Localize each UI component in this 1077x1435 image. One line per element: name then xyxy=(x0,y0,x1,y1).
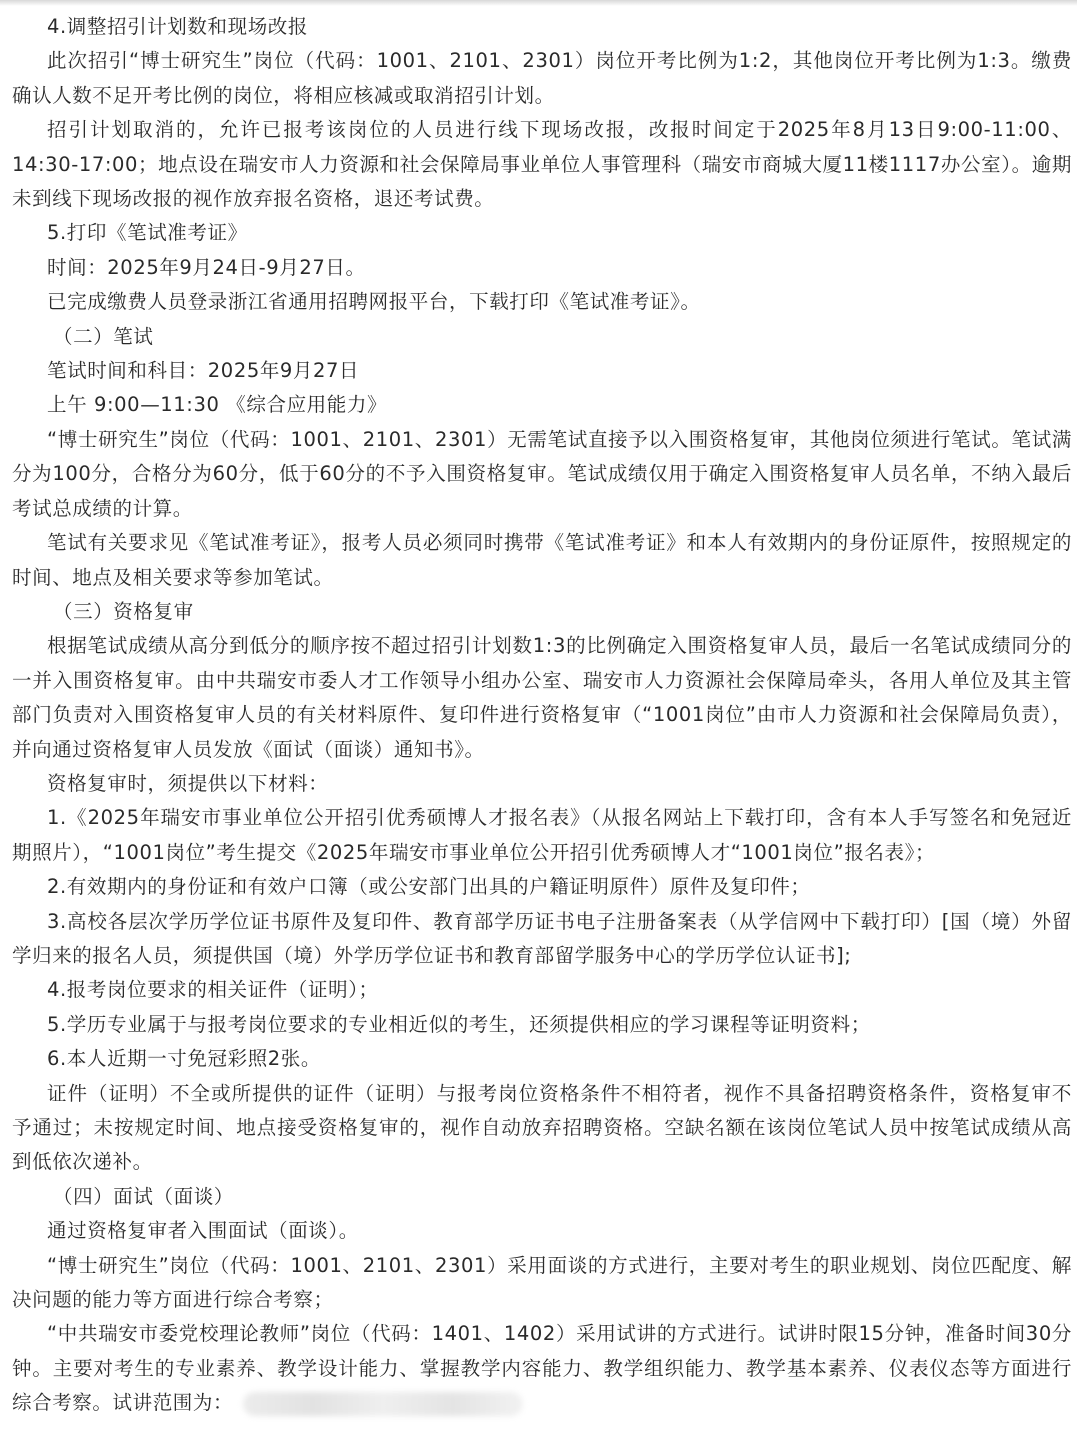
paragraph-exam-scoring: “博士研究生”岗位（代码：1001、2101、2301）无需笔试直接予以入围资格复审，其他岗位须进行笔试。笔试满分为100分，合格分为60分，低于60分的不予入围资格复审。笔试成绩仅用于确定入围资格复审人员名单，不纳入最后考试总成绩的计算。 xyxy=(12,427,1072,520)
section-4-heading: （四）面试（面谈） xyxy=(53,1184,234,1208)
paragraph-review-process: 根据笔试成绩从高分到低分的顺序按不超过招引计划数1:3的比例确定入围资格复审人员，最后一名笔试成绩同分的一并入围资格复审。由中共瑞安市委人才工作领导小组办公室、瑞安市人力资源社会保障局牵头，各用人单位及其主管部门负责对入围资格复审人员的有关材料原件、复印件进行资格复审（“1001岗位”由市人力资源和社会保障局负责），并向通过资格复审人员发放《面试（面谈）通知书》。 xyxy=(12,634,1072,761)
paragraph-exam-subject: 上午 9:00—11:30 《综合应用能力》 xyxy=(47,393,388,417)
paragraph-exam-date: 笔试时间和科目：2025年9月27日 xyxy=(47,359,360,383)
material-item-1: 1.《2025年瑞安市事业单位公开招引优秀硕博人才报名表》（从报名网站上下载打印，含有本人手写签名和免冠近期照片），“1001岗位”考生提交《2025年瑞安市事业单位公开招引优秀硕博人才“1001岗位”报名表》； xyxy=(12,806,1072,864)
paragraph-review-materials-intro: 资格复审时，须提供以下材料： xyxy=(47,771,329,795)
paragraph-phd-interview: “博士研究生”岗位（代码：1001、2101、2301）采用面谈的方式进行，主要对考生的职业规划、岗位匹配度、解决问题的能力等方面进行综合考察； xyxy=(12,1253,1072,1312)
material-item-5: 5.学历专业属于与报考岗位要求的专业相近似的考生，还须提供相应的学习课程等证明资料； xyxy=(47,1012,871,1036)
paragraph-teacher-trial-lecture xyxy=(12,1317,1072,1420)
paragraph-opening-ratio: 此次招引“博士研究生”岗位（代码：1001、2101、2301）岗位开考比例为1:2，其他岗位开考比例为1:3。缴费确认人数不足开考比例的岗位，将相应核减或取消招引计划。 xyxy=(12,49,1072,107)
trial-lecture-text: “中共瑞安市委党校理论教师”岗位（代码：1401、1402）采用试讲的方式进行。试讲时限15分钟，准备时间30分钟。主要对考生的专业素养、教学设计能力、掌握教学内容能力、教学组织能力、教学基本素养、仪表仪态等方面进行综合考察。试讲范围为： xyxy=(12,1322,1072,1415)
material-item-3: 3.高校各层次学历学位证书原件及复印件、教育部学历证书电子注册备案表（从学信网中下载打印）[国（境）外留学归来的报名人员，须提供国（境）外学历学位证书和教育部留学服务中心的学历学位认证书]; xyxy=(12,909,1072,967)
top-edge-shadow xyxy=(0,0,1077,6)
blurred-content xyxy=(243,1392,523,1416)
paragraph-exam-requirements: 笔试有关要求见《笔试准考证》，报考人员必须同时携带《笔试准考证》和本人有效期内的身份证原件，按照规定的时间、地点及相关要求等参加笔试。 xyxy=(12,531,1072,589)
material-item-4: 4.报考岗位要求的相关证件（证明）； xyxy=(47,978,379,1002)
paragraph-on-site-change: 招引计划取消的，允许已报考该岗位的人员进行线下现场改报，改报时间定于2025年8月13日9:00-11:00、14:30-17:00；地点设在瑞安市人力资源和社会保障局事业单位人事管理科（瑞安市商城大厦11楼1117办公室）。逾期未到线下现场改报的视作放弃报名资格，退还考试费。 xyxy=(12,118,1072,211)
item-5-heading: 5.打印《笔试准考证》 xyxy=(47,221,248,245)
item-4-heading: 4.调整招引计划数和现场改报 xyxy=(47,15,309,38)
section-3-heading: （三）资格复审 xyxy=(53,599,194,623)
paragraph-print-instruction: 已完成缴费人员登录浙江省通用招聘网报平台，下载打印《笔试准考证》。 xyxy=(47,290,701,314)
material-item-6: 6.本人近期一寸免冠彩照2张。 xyxy=(47,1047,322,1071)
paragraph-interview-entry: 通过资格复审者入围面试（面谈）。 xyxy=(47,1219,359,1243)
material-item-2: 2.有效期内的身份证和有效户口簿（或公安部门出具的户籍证明原件）原件及复印件； xyxy=(47,875,811,899)
paragraph-review-failure: 证件（证明）不全或所提供的证件（证明）与报考岗位资格条件不相符者，视作不具备招聘资格条件，资格复审不予通过；未按规定时间、地点接受资格复审的，视作自动放弃招聘资格。空缺名额在该岗位笔试人员中按笔试成绩从高到低依次递补。 xyxy=(12,1081,1072,1174)
document-body xyxy=(12,10,1072,1421)
section-2-heading: （二）笔试 xyxy=(53,324,154,348)
paragraph-print-time: 时间：2025年9月24日-9月27日。 xyxy=(47,255,366,279)
